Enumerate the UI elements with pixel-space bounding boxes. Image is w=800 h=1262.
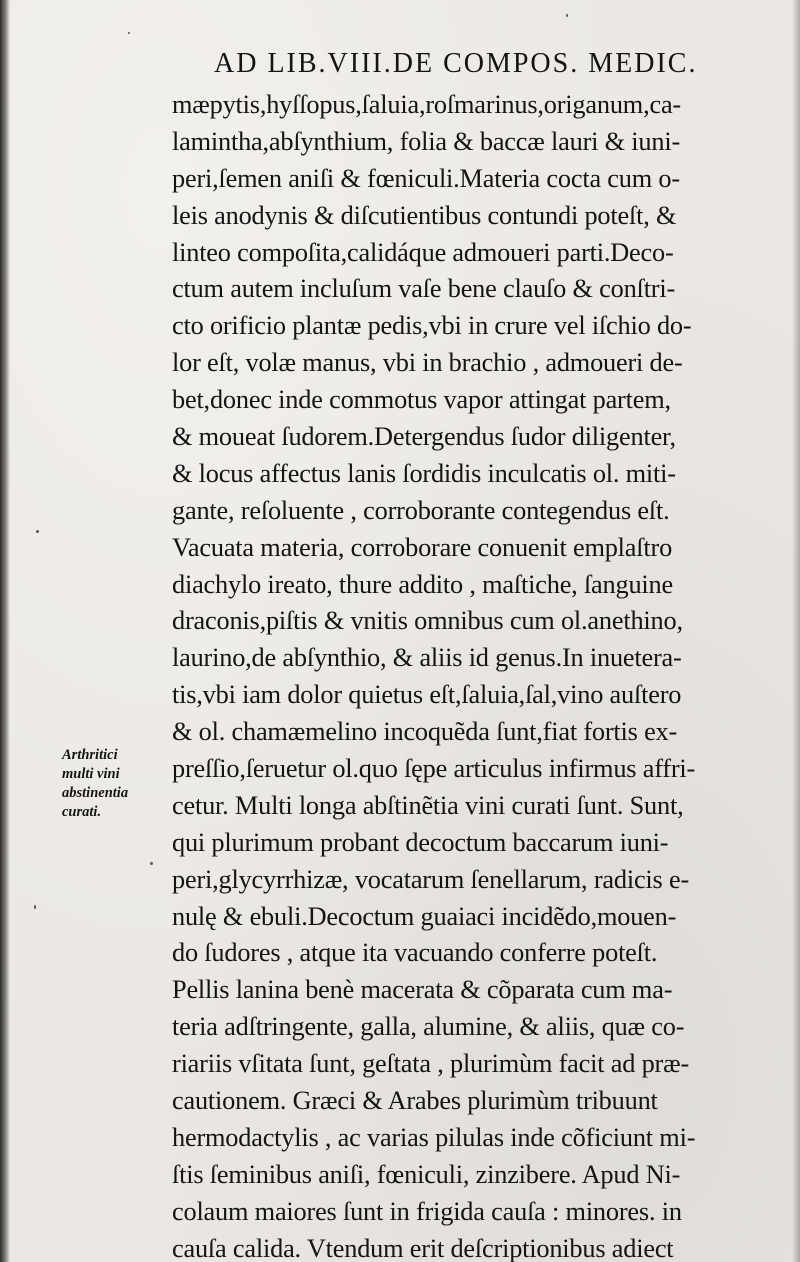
text-line: Vacuata materia, corroborare conuenit emplaſtro <box>172 531 673 562</box>
body-text <box>172 86 772 1262</box>
marginal-note-line: abstinentia <box>62 785 129 801</box>
text-line: riariis vſitata ſunt, geſtata , plurimùm facit ad præ- <box>172 1048 690 1079</box>
text-line: ſtis ſeminibus aniſi, fœniculi, zinzibere. Apud Ni- <box>172 1158 681 1189</box>
text-line: & moueat ſudorem.Detergendus ſudor diligenter, <box>172 421 676 452</box>
text-line: peri,ſemen aniſi & fœniculi.Materia cocta cum o- <box>172 162 680 193</box>
text-line: lamintha,abſynthium, folia & baccæ lauri & iuni- <box>172 125 681 156</box>
text-line: hermodactylis , ac varias pilulas inde cõficiunt mi- <box>172 1121 696 1152</box>
text-line: draconis,piſtis & vnitis omnibus cum ol.anethino, <box>172 605 683 636</box>
text-line: peri,glycyrrhizæ, vocatarum ſenellarum, radicis e- <box>172 863 690 894</box>
text-line: & ol. chamæmelino incoquẽda ſunt,fiat fortis ex- <box>172 716 678 747</box>
text-line: colaum maiores ſunt in frigida cauſa : minores. in <box>172 1195 682 1226</box>
paper-speck <box>150 862 153 865</box>
text-line: preſſio,ſeruetur ol.quo ſępe articulus infirmus affri- <box>172 753 696 784</box>
paper-speck <box>128 32 130 34</box>
text-line: gante, reſoluente , corroborante contegendus eſt. <box>172 494 670 525</box>
page-edge-shadow <box>792 0 800 1262</box>
text-line: cetur. Multi longa abſtinẽtia vini curati ſunt. Sunt, <box>172 789 684 820</box>
text-line: diachylo ireato, thure addito , maſtiche, ſanguine <box>172 568 673 599</box>
text-line: cauſa calida. Vtendum erit deſcriptionibus adiect <box>172 1232 674 1262</box>
text-line: & locus affectus lanis ſordidis inculcatis ol. miti- <box>172 457 676 488</box>
marginal-note-line: curati. <box>62 804 102 820</box>
text-line: tis,vbi iam dolor quietus eſt,ſaluia,ſal,vino auſtero <box>172 679 682 710</box>
text-line: linteo compoſita,calidáque admoueri parti.Deco- <box>172 236 674 267</box>
text-line: Pellis lanina benè macerata & cõparata cum ma- <box>172 974 673 1005</box>
text-line: bet,donec inde commotus vapor attingat partem, <box>172 384 671 415</box>
text-line: teria adſtringente, galla, alumine, & aliis, quæ co- <box>172 1011 685 1042</box>
paper-speck <box>34 905 36 909</box>
text-line: laurino,de abſynthio, & aliis id genus.In inuetera- <box>172 642 682 673</box>
marginal-note-line: Arthritici <box>62 747 118 763</box>
paper-speck <box>36 530 39 533</box>
paper-speck <box>566 14 568 17</box>
text-line: leis anodynis & diſcutientibus contundi poteſt, & <box>172 199 677 230</box>
page-gutter-shadow <box>0 0 10 1262</box>
marginal-note-line: multi vini <box>62 766 120 782</box>
text-line: lor eſt, volæ manus, vbi in brachio , admoueri de- <box>172 347 683 378</box>
text-line: ctum autem incluſum vaſe bene clauſo & conſtri- <box>172 273 676 304</box>
text-line: qui plurimum probant decoctum baccarum iuni- <box>172 826 669 857</box>
text-line: nulę & ebuli.Decoctum guaiaci incidẽdo,mouen- <box>172 900 677 931</box>
text-line: do ſudores , atque ita vacuando conferre poteſt. <box>172 937 658 968</box>
running-head: AD LIB.VIII.DE COMPOS. MEDIC. <box>214 48 698 79</box>
text-line: mæpytis,hyſſopus,ſaluia,roſmarinus,origanum,ca- <box>172 89 682 119</box>
marginal-note <box>62 746 166 822</box>
text-line: cto orificio plantæ pedis,vbi in crure vel iſchio do- <box>172 310 692 341</box>
text-line: cautionem. Græci & Arabes plurimùm tribuunt <box>172 1085 658 1116</box>
